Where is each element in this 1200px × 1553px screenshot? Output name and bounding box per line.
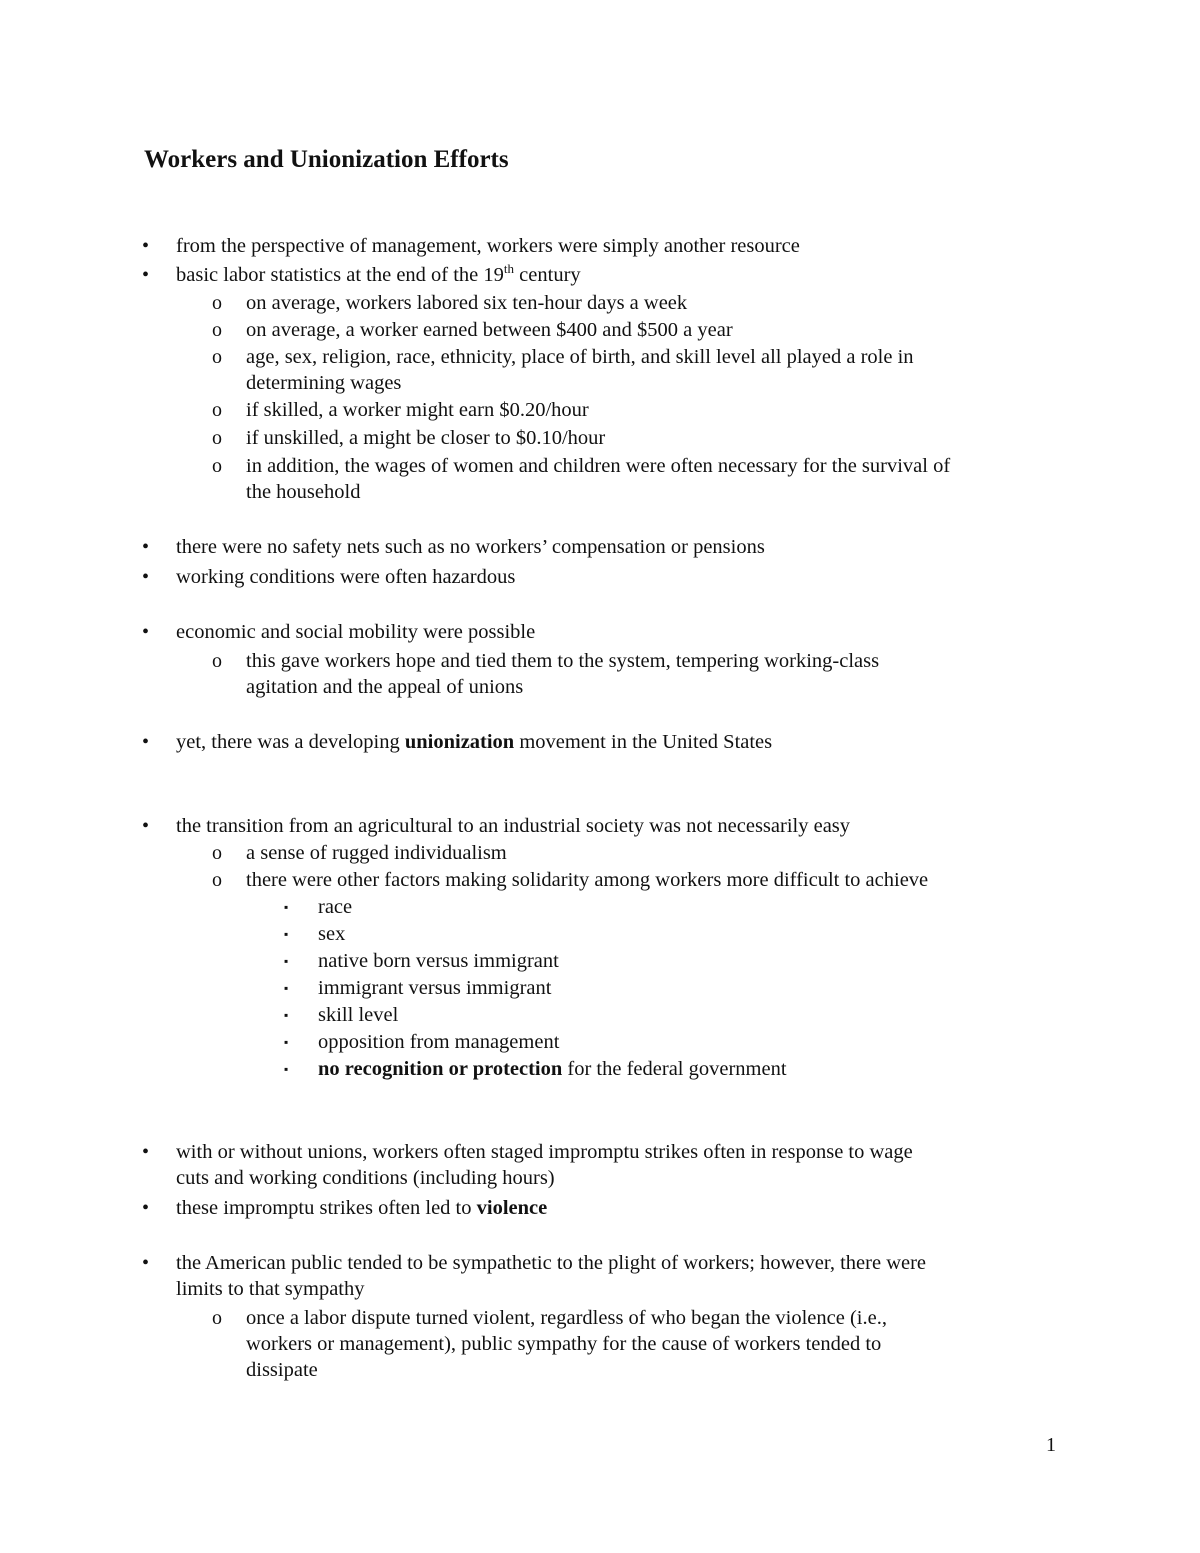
circle-bullet: o [212, 427, 222, 449]
circle-bullet: o [212, 455, 222, 477]
bold-term: unionization [404, 731, 515, 753]
page-number: 1 [1046, 1434, 1056, 1456]
list-item-text: yet, there was a developing [176, 731, 405, 753]
square-bullet: ▪ [284, 1062, 289, 1076]
disc-bullet: • [142, 235, 150, 257]
list-item-text: for the federal government [562, 1058, 787, 1080]
circle-bullet: o [212, 1307, 222, 1329]
list-item [176, 729, 772, 755]
disc-bullet: • [142, 566, 150, 588]
disc-bullet: • [142, 1197, 150, 1219]
superscript: th [503, 261, 515, 277]
circle-bullet: o [212, 650, 222, 672]
disc-bullet: • [142, 1252, 150, 1274]
list-item: with or without unions, workers often staged impromptu strikes often in response to wage [176, 1141, 913, 1163]
disc-bullet: • [142, 621, 150, 643]
square-bullet: ▪ [284, 981, 289, 995]
list-item: immigrant versus immigrant [318, 977, 552, 999]
list-item-text: movement in the United States [514, 731, 773, 753]
list-item: there were no safety nets such as no workers’ compensation or pensions [176, 536, 765, 558]
square-bullet: ▪ [284, 954, 289, 968]
list-item-continuation: determining wages [246, 372, 402, 394]
circle-bullet: o [212, 869, 222, 891]
disc-bullet: • [142, 1141, 150, 1163]
disc-bullet: • [142, 815, 150, 837]
list-item: economic and social mobility were possible [176, 621, 536, 643]
list-item-text: basic labor statistics at the end of the 19 [176, 264, 504, 286]
list-item: working conditions were often hazardous [176, 566, 516, 588]
square-bullet: ▪ [284, 1008, 289, 1022]
list-item: if skilled, a worker might earn $0.20/hour [246, 399, 589, 421]
list-item: there were other factors making solidarity among workers more difficult to achieve [246, 869, 929, 891]
list-item: opposition from management [318, 1031, 560, 1053]
square-bullet: ▪ [284, 900, 289, 914]
list-item [176, 1195, 547, 1221]
bold-term: no recognition or protection [318, 1058, 563, 1080]
list-item: the transition from an agricultural to an industrial society was not necessarily easy [176, 815, 851, 837]
list-item-continuation: the household [246, 481, 361, 503]
list-item-continuation: agitation and the appeal of unions [246, 676, 524, 698]
list-item: from the perspective of management, workers were simply another resource [176, 235, 800, 257]
list-item-text: these impromptu strikes often led to [176, 1197, 477, 1219]
circle-bullet: o [212, 399, 222, 421]
circle-bullet: o [212, 319, 222, 341]
document-title: Workers and Unionization Efforts [144, 146, 509, 173]
list-item [318, 1056, 787, 1082]
list-item-text: century [514, 264, 581, 286]
list-item: sex [318, 923, 346, 945]
list-item: a sense of rugged individualism [246, 842, 507, 864]
list-item: once a labor dispute turned violent, regardless of who began the violence (i.e., [246, 1307, 887, 1329]
list-item: skill level [318, 1004, 399, 1026]
square-bullet: ▪ [284, 927, 289, 941]
circle-bullet: o [212, 346, 222, 368]
list-item: on average, workers labored six ten-hour days a week [246, 292, 688, 314]
disc-bullet: • [142, 264, 150, 286]
list-item-continuation: dissipate [246, 1359, 318, 1381]
list-item-continuation: limits to that sympathy [176, 1278, 365, 1300]
list-item: race [318, 896, 353, 918]
disc-bullet: • [142, 731, 150, 753]
list-item-continuation: cuts and working conditions (including hours) [176, 1167, 555, 1189]
list-item: the American public tended to be sympathetic to the plight of workers; however, there were [176, 1252, 927, 1274]
disc-bullet: • [142, 536, 150, 558]
list-item: native born versus immigrant [318, 950, 559, 972]
bold-term: violence [476, 1197, 548, 1219]
square-bullet: ▪ [284, 1035, 289, 1049]
list-item: this gave workers hope and tied them to the system, tempering working-class [246, 650, 880, 672]
circle-bullet: o [212, 842, 222, 864]
list-item: in addition, the wages of women and children were often necessary for the survival of [246, 455, 951, 477]
list-item: if unskilled, a might be closer to $0.10/hour [246, 427, 606, 449]
list-item: on average, a worker earned between $400 and $500 a year [246, 319, 733, 341]
circle-bullet: o [212, 292, 222, 314]
list-item-continuation: workers or management), public sympathy for the cause of workers tended to [246, 1333, 882, 1355]
list-item: age, sex, religion, race, ethnicity, place of birth, and skill level all played a role in [246, 346, 914, 368]
list-item [176, 262, 581, 288]
